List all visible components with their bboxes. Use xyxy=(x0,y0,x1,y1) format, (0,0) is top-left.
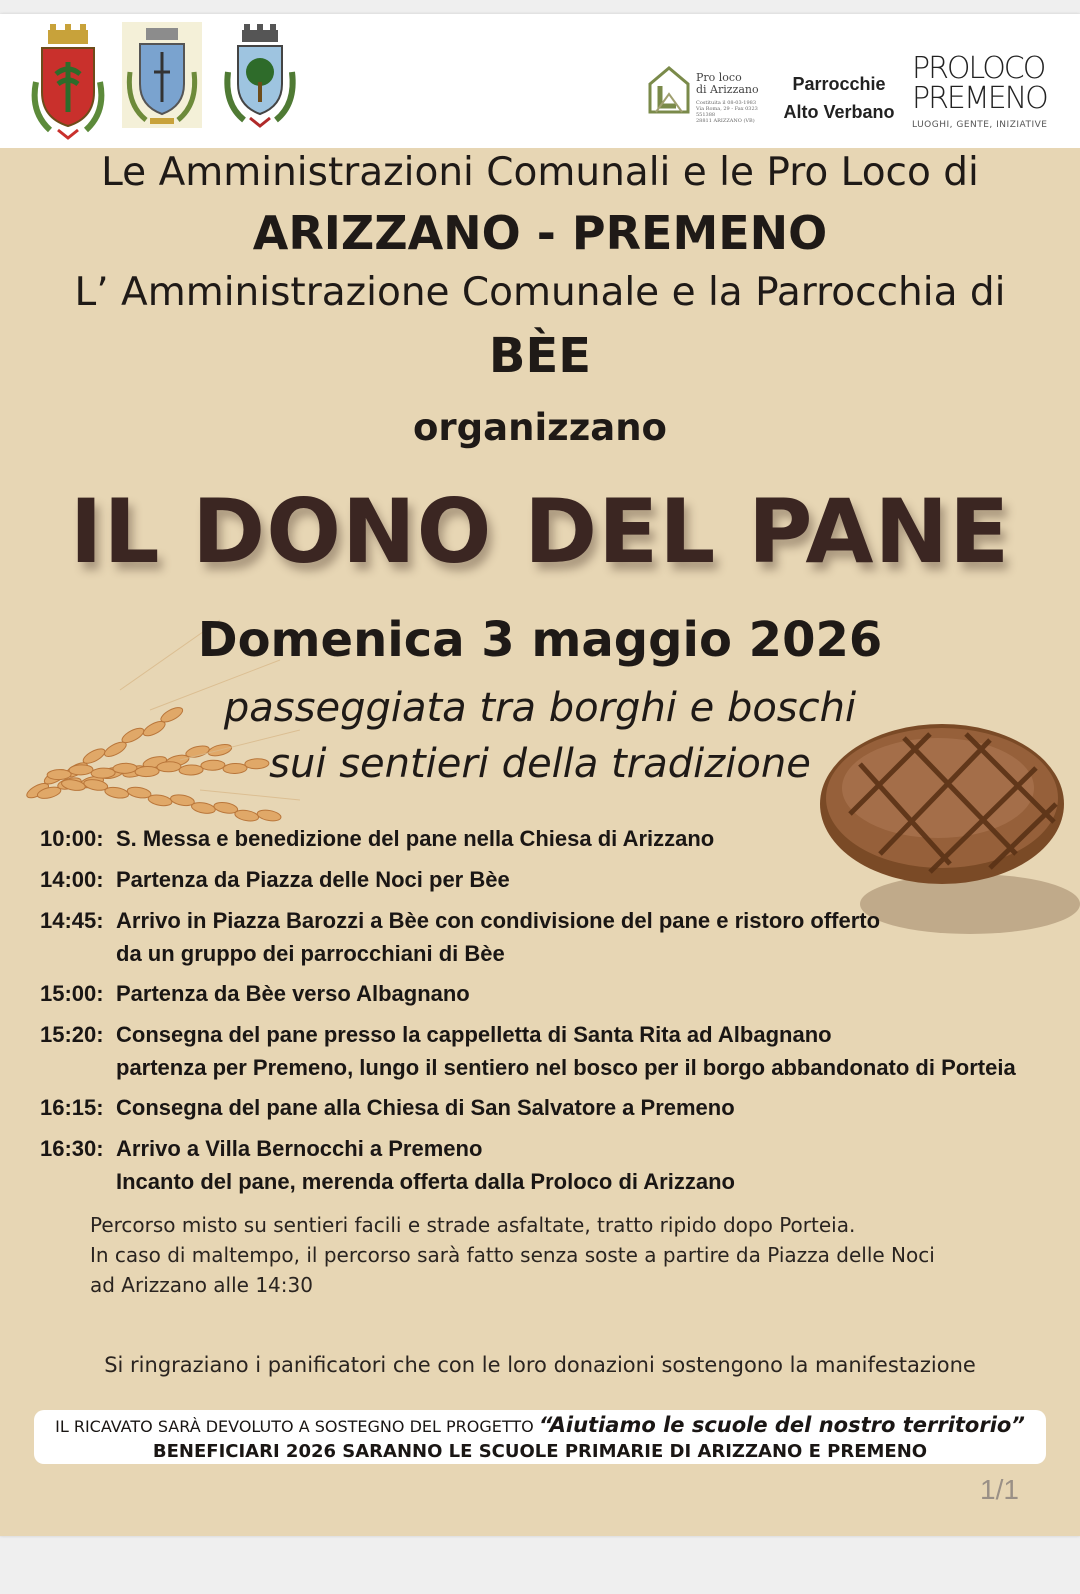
proloco-arizzano-name2: di Arizzano xyxy=(696,83,759,96)
schedule-item xyxy=(40,1018,1050,1084)
proloco-arizzano-name: Pro loco xyxy=(696,71,742,84)
schedule-text: Partenza da Bèe verso Albagnano xyxy=(116,981,470,1006)
event-title: IL DONO DEL PANE xyxy=(69,480,1011,583)
schedule-text: Consegna del pane presso la cappelletta di Santa Rita ad Albagnano xyxy=(116,1022,832,1047)
schedule-item xyxy=(40,977,1050,1011)
schedule-text: S. Messa e benedizione del pane nella Chiesa di Arizzano xyxy=(116,826,715,851)
proloco-premeno-tagline: LUOGHI, GENTE, INIZIATIVE xyxy=(912,120,1048,130)
event-subtitle-2: sui sentieri della tradizione xyxy=(269,741,811,787)
schedule-time: 14:45: xyxy=(40,908,104,933)
event-date: Domenica 3 maggio 2026 xyxy=(197,612,883,668)
proloco-premeno-logo xyxy=(912,51,1052,130)
route-notes xyxy=(90,1210,990,1300)
note-line: ad Arizzano alle 14:30 xyxy=(90,1273,313,1297)
schedule-time: 10:00: xyxy=(40,826,104,851)
schedule-text-cont: partenza per Premeno, lungo il sentiero nel bosco per il borgo abbandonato di Porteia xyxy=(116,1055,1016,1080)
intro-line-1: Le Amministrazioni Comunali e le Pro Loco di xyxy=(101,150,979,195)
flyer-page xyxy=(0,14,1080,1536)
parrocchie-logo xyxy=(776,70,902,126)
proloco-arizzano-address: Via Roma, 29 - Fax 0323 551388 xyxy=(696,106,758,118)
parrocchie-line2: Alto Verbano xyxy=(783,102,895,122)
proloco-premeno-line2: PREMENO xyxy=(912,81,1047,116)
proloco-arizzano-founded: Costituita il 08-03-1983 xyxy=(696,100,757,106)
proloco-premeno-line1: PROLOCO xyxy=(912,51,1045,86)
schedule-text: Arrivo in Piazza Barozzi a Bèe con condivisione del pane e ristoro offerto xyxy=(116,908,881,933)
parrocchie-line1: Parrocchie xyxy=(792,74,886,94)
organizzano-text: organizzano xyxy=(413,406,667,449)
schedule-text: Arrivo a Villa Bernocchi a Premeno xyxy=(116,1136,483,1161)
schedule-item xyxy=(40,904,1050,970)
schedule-text-cont: da un gruppo dei parrocchiani di Bèe xyxy=(116,941,505,966)
crest-premeno-icon xyxy=(220,22,300,128)
proloco-arizzano-city: 28811 ARIZZANO (VB) xyxy=(696,118,755,124)
crest-arizzano-icon xyxy=(28,22,108,140)
crest-bee-icon xyxy=(122,22,202,128)
schedule-time: 15:20: xyxy=(40,1022,104,1047)
logo-bar xyxy=(0,14,1080,148)
proloco-arizzano-logo xyxy=(646,62,762,130)
note-line: Percorso misto su sentieri facili e strade asfaltate, tratto ripido dopo Porteia. xyxy=(90,1213,856,1237)
schedule-text-cont: Incanto del pane, merenda offerta dalla Proloco di Arizzano xyxy=(116,1169,735,1194)
beneficiary-banner xyxy=(34,1410,1046,1464)
schedule-time: 16:30: xyxy=(40,1136,104,1161)
banner-prefix: IL RICAVATO SARÀ DEVOLUTO A SOSTEGNO DEL PROGETTO xyxy=(55,1417,534,1436)
banner-project: “Aiutiamo le scuole del nostro territorio” xyxy=(538,1413,1025,1437)
schedule-text: Consegna del pane alla Chiesa di San Salvatore a Premeno xyxy=(116,1095,735,1120)
intro-line-2: L’ Amministrazione Comunale e la Parrocchia di xyxy=(74,270,1006,315)
proloco-arizzano-logo-icon xyxy=(646,64,692,120)
schedule-item xyxy=(40,863,1050,897)
schedule-text: Partenza da Piazza delle Noci per Bèe xyxy=(116,867,510,892)
banner-beneficiaries: BENEFICIARI 2026 SARANNO LE SCUOLE PRIMARIE DI ARIZZANO E PREMENO xyxy=(152,1441,928,1462)
thanks-text: Si ringraziano i panificatori che con le loro donazioni sostengono la manifestazione xyxy=(104,1353,976,1377)
event-subtitle-1: passeggiata tra borghi e boschi xyxy=(223,685,857,731)
schedule-time: 14:00: xyxy=(40,867,104,892)
note-line: In caso di maltempo, il percorso sarà fatto senza soste a partire da Piazza delle Noci xyxy=(90,1243,935,1267)
bee-heading: BÈE xyxy=(488,328,592,384)
schedule-item xyxy=(40,1132,1050,1198)
schedule-item xyxy=(40,1091,1050,1125)
page-indicator: 1/1 xyxy=(980,1474,1019,1505)
schedule-time: 15:00: xyxy=(40,981,104,1006)
schedule-time: 16:15: xyxy=(40,1095,104,1120)
schedule xyxy=(40,822,1050,1205)
towns-heading: ARIZZANO - PREMENO xyxy=(252,206,828,260)
schedule-item xyxy=(40,822,1050,856)
